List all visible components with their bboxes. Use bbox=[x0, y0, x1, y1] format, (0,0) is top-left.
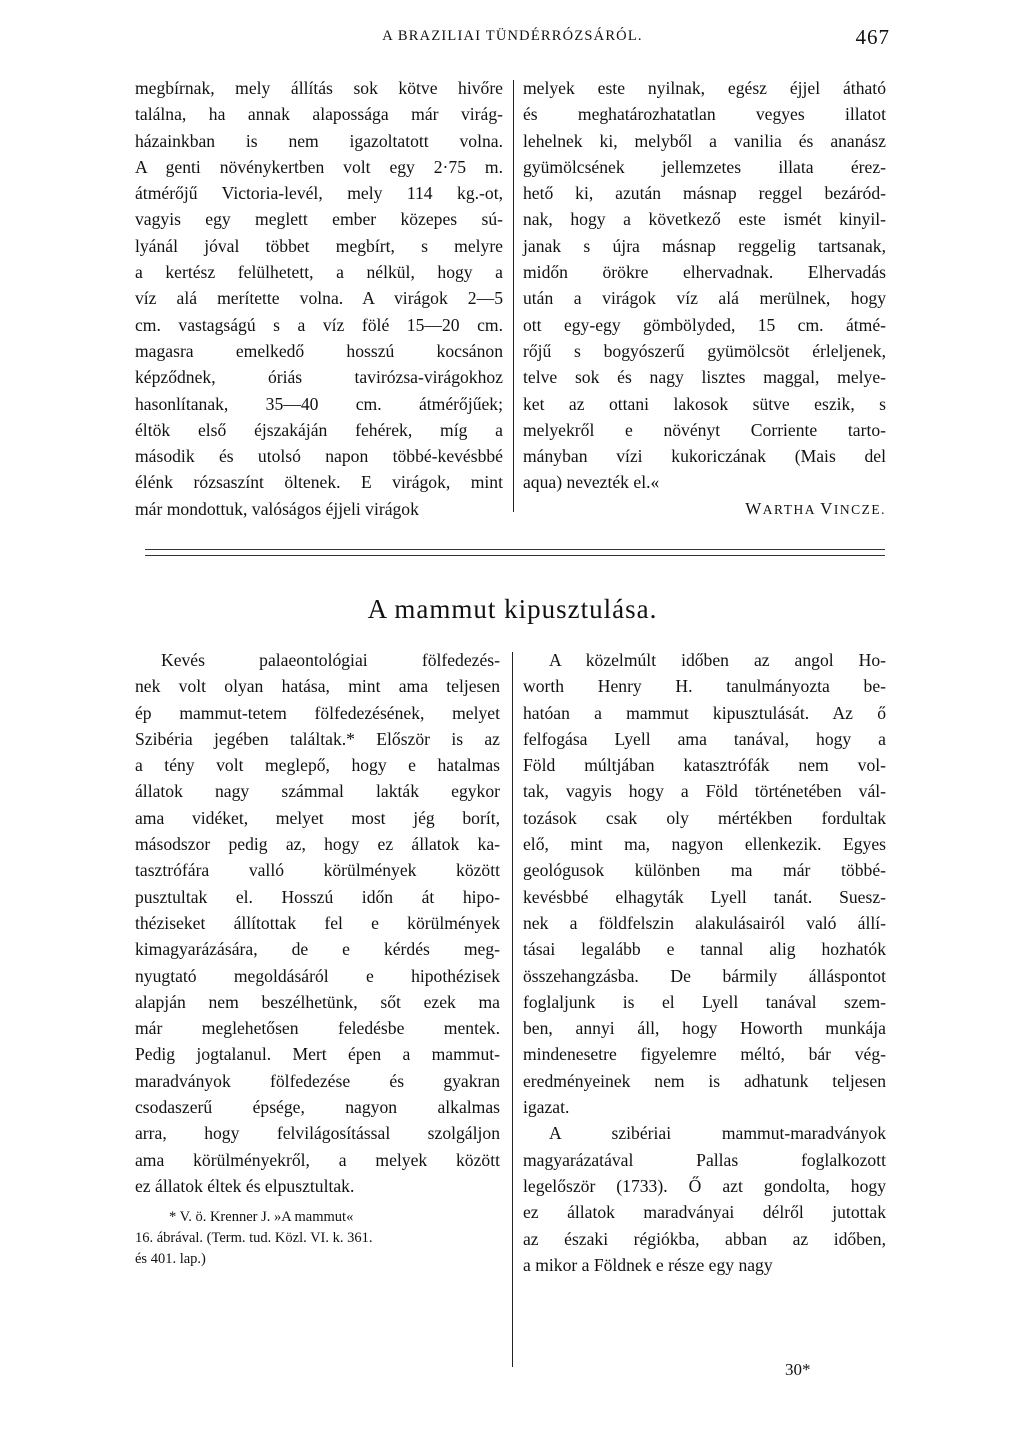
text-line: a mikor a Földnek e része egy nagy bbox=[523, 1254, 773, 1275]
text-line: vagyis egy meglett ember közepes sú- bbox=[135, 209, 503, 230]
article-title: A mammut kipusztulása. bbox=[367, 594, 658, 624]
text-line: találna, ha annak alapossága már virág- bbox=[135, 104, 503, 125]
text-line: hető ki, azután másnap reggel bezáród- bbox=[523, 183, 886, 204]
text-line: Kevés palaeontológiai fölfedezés- bbox=[161, 650, 500, 670]
text-line: második és utolsó napon többé-kevésbbé bbox=[135, 446, 503, 467]
section-divider-bottom bbox=[145, 555, 885, 556]
text-line: worth Henry H. tanulmányozta be- bbox=[523, 676, 886, 697]
text-line: alapján nem beszélhetünk, sőt ezek ma bbox=[135, 991, 500, 1012]
text-line: arra, hogy felvilágosítással szolgáljon bbox=[135, 1123, 500, 1144]
text-line: théziseket állítottak fel e körülmények bbox=[135, 912, 500, 933]
text-line: melyek este nyilnak, egész éjjel átható bbox=[523, 78, 886, 98]
text-line: már meglehetősen feledésbe mentek. bbox=[135, 1018, 500, 1039]
text-line: hatóan a mammut kipusztulását. Az ő bbox=[523, 702, 886, 723]
text-line: ama vidéket, melyet most jég borít, bbox=[135, 807, 500, 828]
text-line: lehelnek ki, melyből a vanilia és ananász bbox=[523, 130, 886, 151]
text-line: foglaljunk is el Lyell tanával szem- bbox=[523, 991, 886, 1012]
text-line: magasra emelkedő hosszú kocsánon bbox=[135, 340, 503, 361]
text-line: ez állatok maradványai délről jutottak bbox=[523, 1202, 886, 1223]
text-line: ép mammut-tetem fölfedezésének, melyet bbox=[135, 702, 500, 723]
text-line: után a virágok víz alá merülnek, hogy bbox=[523, 288, 886, 309]
signature-initial-1: W bbox=[745, 499, 763, 518]
lower-left-column bbox=[135, 647, 500, 1199]
text-line: ben, annyi áll, hogy Howorth munkája bbox=[523, 1018, 886, 1039]
text-line: mindenesetre figyelemre méltó, bár vég- bbox=[523, 1044, 886, 1065]
signature-initial-2: V bbox=[820, 499, 834, 518]
text-line: a kertész felülhetett, a nélkül, hogy a bbox=[135, 262, 503, 283]
footnote-line: * V. ö. Krenner J. »A mammut« bbox=[169, 1209, 354, 1225]
text-line: nek volt olyan hatása, mint ama teljesen bbox=[135, 676, 500, 697]
page-header bbox=[135, 25, 890, 54]
text-line: már mondottuk, valóságos éjjeli virágok bbox=[135, 498, 419, 519]
upper-right-column bbox=[523, 75, 886, 496]
text-line: magyarázatával Pallas foglalkozott bbox=[523, 1149, 886, 1170]
text-line: cm. vastagságú s a víz fölé 15—20 cm. bbox=[135, 314, 503, 335]
text-line: éltök első éjszakáján fehérek, míg a bbox=[135, 419, 503, 440]
text-line: felfogása Lyell ama tanával, hogy a bbox=[523, 728, 886, 749]
upper-left-column bbox=[135, 75, 503, 522]
lower-column-divider bbox=[512, 652, 513, 1367]
text-line: igazat. bbox=[523, 1097, 570, 1118]
text-line: janak s újra másnap reggelig tartsanak, bbox=[523, 235, 886, 256]
text-line: legelőször (1733). Ő azt gondolta, hogy bbox=[523, 1175, 886, 1196]
signature-rest-2: INCZE. bbox=[833, 502, 886, 517]
text-line: Föld múltjában katasztrófák nem vol- bbox=[523, 755, 886, 776]
signature-rest-1: ARTHA bbox=[762, 502, 816, 517]
text-line: Pedig jogtalanul. Mert épen a mammut- bbox=[135, 1044, 500, 1065]
author-signature bbox=[523, 499, 892, 519]
text-line: hasonlítanak, 35—40 cm. átmérőjűek; bbox=[135, 393, 503, 414]
text-line: pusztultak el. Hosszú időn át hipo- bbox=[135, 886, 500, 907]
text-line: mányban vízi kukoriczának (Mais del bbox=[523, 446, 886, 467]
text-line: házainkban is nem igazoltatott volna. bbox=[135, 130, 503, 151]
text-line: melyekről e növényt Corriente tarto- bbox=[523, 419, 886, 440]
text-line: lyánál jóval többet megbírt, s melyre bbox=[135, 235, 503, 256]
text-line: megbírnak, mely állítás sok kötve hivőre bbox=[135, 78, 503, 98]
text-line: nyugtató megoldásáról e hipothézisek bbox=[135, 965, 500, 986]
text-line: tásai legalább e tannal alig hozhatók bbox=[523, 939, 886, 960]
text-line: másodszor pedig az, hogy ez állatok ka- bbox=[135, 834, 500, 855]
text-line: eredményeinek nem is adhatunk teljesen bbox=[523, 1070, 886, 1091]
text-line: A szibériai mammut-maradványok bbox=[549, 1123, 886, 1144]
text-line: állatok nagy számmal lakták egykor bbox=[135, 781, 500, 802]
text-line: és meghatározhatatlan vegyes illatot bbox=[523, 104, 886, 125]
section-divider-top bbox=[145, 549, 885, 550]
page-number: 467 bbox=[855, 25, 890, 49]
footnote-line: 16. ábrával. (Term. tud. Közl. VI. k. 361. bbox=[135, 1230, 373, 1246]
text-line: Szibéria jegében találtak.* Először is az bbox=[135, 728, 500, 749]
text-line: élénk rózsaszínt öltenek. E virágok, mint bbox=[135, 472, 503, 493]
sheet-signature: 30* bbox=[785, 1360, 811, 1379]
text-line: ez állatok éltek és elpusztultak. bbox=[135, 1175, 355, 1196]
text-line: aqua) nevezték el.« bbox=[523, 472, 660, 493]
text-line: tak, vagyis hogy a Föld történetében vál- bbox=[523, 781, 886, 802]
text-line: átmérőjű Victoria-levél, mely 114 kg.-ot, bbox=[135, 183, 503, 204]
text-line: maradványok fölfedezése és gyakran bbox=[135, 1070, 500, 1091]
text-line: nek a földfelszin alakulásairól való állí- bbox=[523, 912, 886, 933]
text-line: tozások csak oly mértékben fordultak bbox=[523, 807, 886, 828]
footnote-line: és 401. lap.) bbox=[135, 1251, 206, 1267]
text-line: a tény volt meglepő, hogy e hatalmas bbox=[135, 755, 500, 776]
text-line: kimagyarázására, de e kérdés meg- bbox=[135, 939, 500, 960]
text-line: midőn örökre elhervadnak. Elhervadás bbox=[523, 262, 886, 283]
text-line: A közelmúlt időben az angol Ho- bbox=[549, 650, 886, 670]
text-line: kevésbbé elhagyták Lyell tanát. Suesz- bbox=[523, 886, 886, 907]
text-line: A genti növénykertben volt egy 2·75 m. bbox=[135, 156, 503, 177]
footnote bbox=[135, 1207, 500, 1270]
text-line: az északi régiókba, abban az időben, bbox=[523, 1228, 886, 1249]
lower-right-column bbox=[523, 647, 886, 1278]
text-line: ott egy-egy gömbölyded, 15 cm. átmé- bbox=[523, 314, 886, 335]
text-line: víz alá merítette volna. A virágok 2—5 bbox=[135, 288, 503, 309]
text-line: geológusok különben ma már többé- bbox=[523, 860, 886, 881]
text-line: képződnek, óriás tavirózsa-virágokhoz bbox=[135, 367, 503, 388]
running-title: A BRAZILIAI TÜNDÉRRÓZSÁRÓL. bbox=[382, 28, 643, 44]
text-line: nak, hogy a következő este ismét kinyil- bbox=[523, 209, 886, 230]
text-line: telve sok és nagy lisztes maggal, melye- bbox=[523, 367, 886, 388]
text-line: csodaszerű épsége, nagyon alkalmas bbox=[135, 1097, 500, 1118]
text-line: ket az ottani lakosok sütve eszik, s bbox=[523, 393, 886, 414]
upper-column-divider bbox=[513, 80, 514, 512]
text-line: tasztrófára valló körülmények között bbox=[135, 860, 500, 881]
text-line: rőjű s bogyószerű gyümölcsöt érleljenek, bbox=[523, 340, 886, 361]
text-line: ama körülményekről, a melyek között bbox=[135, 1149, 500, 1170]
text-line: elő, mint ma, nagyon ellenkezik. Egyes bbox=[523, 834, 886, 855]
text-line: gyümölcsének jellemzetes illata érez- bbox=[523, 156, 886, 177]
text-line: összehangzásba. De bármily álláspontot bbox=[523, 965, 886, 986]
